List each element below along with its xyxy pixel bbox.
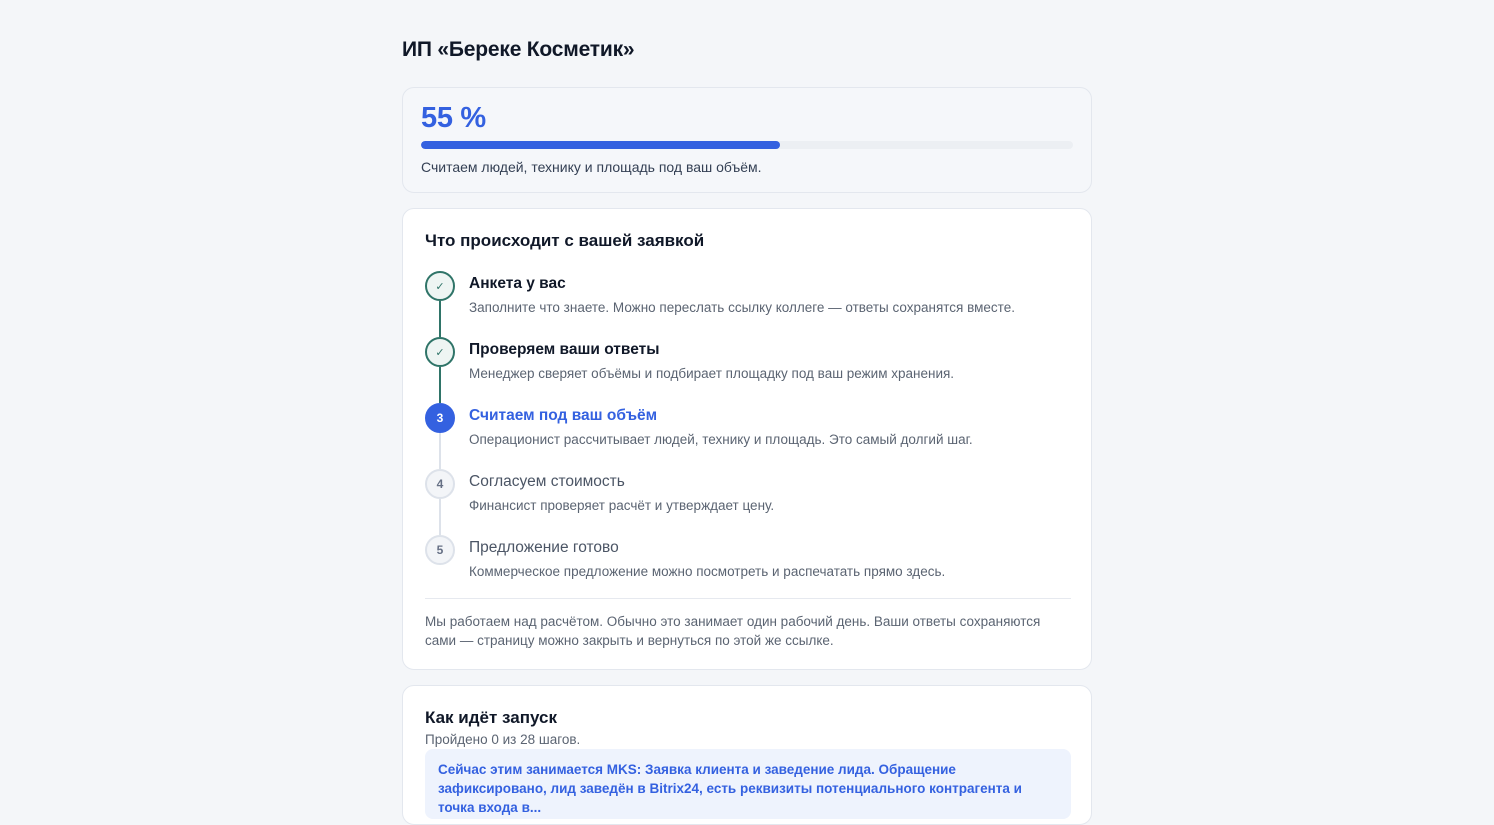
- step-connector-line: [439, 301, 441, 337]
- step-number-badge: 3: [425, 403, 455, 433]
- step-description: Финансист проверяет расчёт и утверждает цену.: [469, 498, 775, 513]
- launch-subtitle: Пройдено 0 из 28 шагов.: [425, 732, 581, 747]
- launch-heading: Как идёт запуск: [425, 708, 557, 727]
- launch-current-step-callout: Сейчас этим занимается MKS: Заявка клиента и заведение лида. Обращение зафиксировано, лид заведён в Bitrix24, есть реквизиты потенциального контрагента и точка входа в...: [425, 749, 1071, 819]
- step-title: Считаем под ваш объём: [469, 407, 658, 424]
- step-title: Анкета у вас: [469, 275, 566, 292]
- progress-caption: Считаем людей, технику и площадь под ваш объём.: [421, 159, 762, 175]
- step-connector-line: [439, 367, 441, 403]
- progress-card: [402, 87, 1092, 193]
- status-footer-note: Мы работаем над расчётом. Обычно это занимает один рабочий день. Ваши ответы сохраняются сами — страницу можно закрыть и вернуться по этой же ссылке.: [425, 614, 1041, 648]
- status-step: [425, 403, 1071, 469]
- check-icon: ✓: [425, 271, 455, 301]
- step-title: Предложение готово: [469, 539, 619, 556]
- status-step: [425, 469, 1071, 535]
- step-connector-line: [439, 433, 441, 469]
- step-description: Операционист рассчитывает людей, технику и площадь. Это самый долгий шаг.: [469, 432, 973, 447]
- status-card: [402, 208, 1092, 670]
- progress-percent: 55 %: [421, 102, 486, 134]
- divider: [425, 598, 1071, 599]
- step-number-badge: 4: [425, 469, 455, 499]
- step-title: Проверяем ваши ответы: [469, 341, 660, 358]
- progress-bar-fill: [421, 141, 780, 149]
- check-icon: ✓: [425, 337, 455, 367]
- step-title: Согласуем стоимость: [469, 473, 625, 490]
- status-step: [425, 271, 1071, 337]
- launch-card: [402, 685, 1092, 825]
- step-number-badge: 5: [425, 535, 455, 565]
- progress-bar: [421, 141, 1073, 149]
- status-step: [425, 535, 1071, 601]
- page-title: ИП «Береке Косметик»: [402, 38, 635, 61]
- step-description: Коммерческое предложение можно посмотреть и распечатать прямо здесь.: [469, 564, 946, 579]
- step-description: Менеджер сверяет объёмы и подбирает площадку под ваш режим хранения.: [469, 366, 955, 381]
- step-connector-line: [439, 499, 441, 535]
- status-heading: Что происходит с вашей заявкой: [425, 231, 705, 250]
- status-step: [425, 337, 1071, 403]
- step-description: Заполните что знаете. Можно переслать ссылку коллеге — ответы сохранятся вместе.: [469, 300, 1015, 315]
